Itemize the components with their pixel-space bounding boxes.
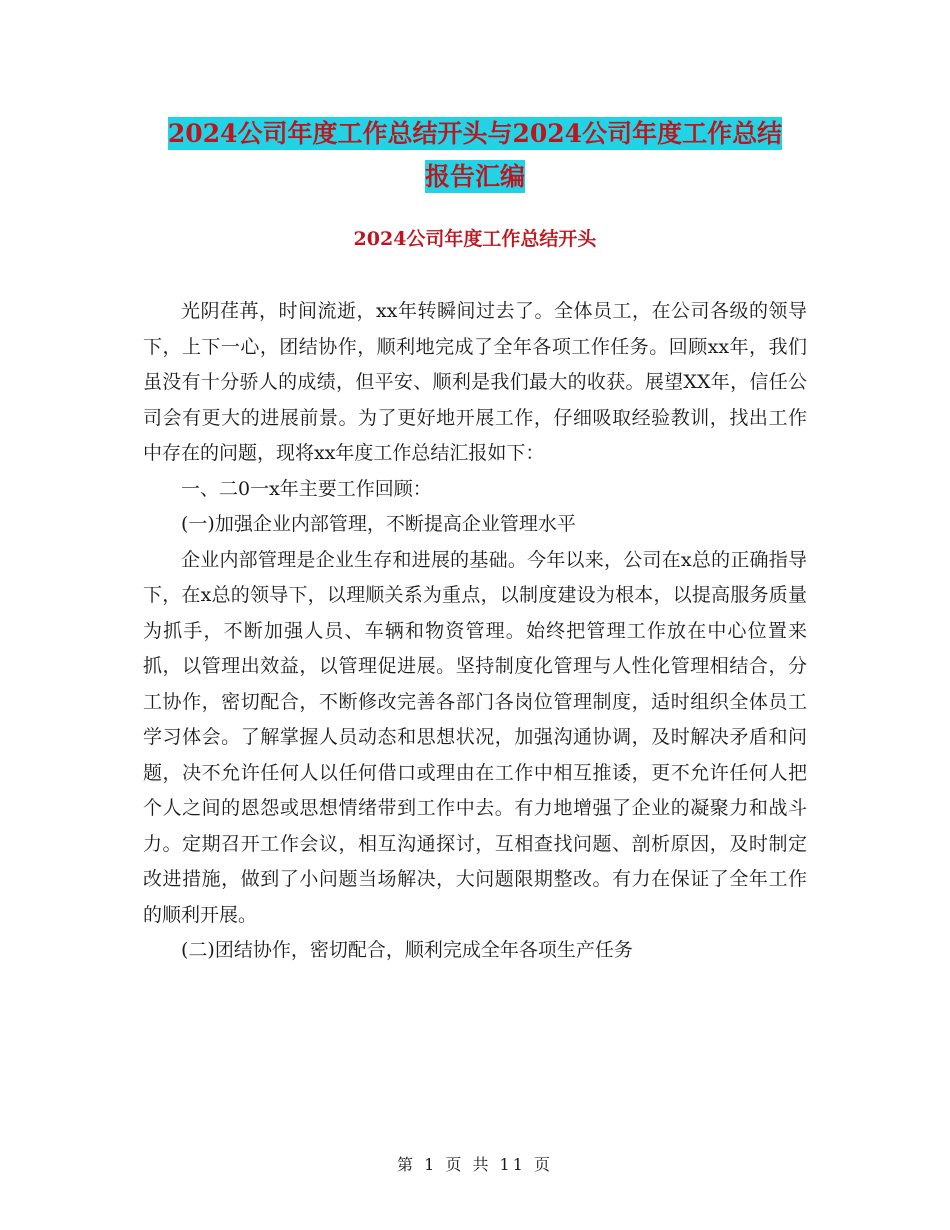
document-title — [100, 112, 850, 198]
document-title-line2: 报告汇编 — [424, 162, 525, 191]
paragraph-subheading-cooperation: (二)团结协作，密切配合，顺利完成全年各项生产任务 — [181, 939, 633, 961]
document-body — [143, 294, 807, 969]
document-title-line1: 2024公司年度工作总结开头与2024公司年度工作总结 — [167, 119, 783, 148]
page-number-footer: 第 1 页 共 11 页 — [397, 1155, 553, 1174]
paragraph-management-body: 企业内部管理是企业生存和进展的基础。今年以来，公司在x总的正确指导下，在x总的领导下，以理顺关系为重点，以制度建设为根本，以提高服务质量为抓手，不断加强人员、车辆和物资管理。始终把管理工作放在中心位置来抓，以管理出效益，以管理促进展。坚持制度化管理与人性化管理相结合，分工协作，密切配合，不断修改完善各部门各岗位管理制度，适时组织全体员工学习体会。了解掌握人员动态和思想状况，加强沟通协调，及时解决矛盾和问题，决不允许任何人以任何借口或理由在工作中相互推诿，更不允许任何人把个人之间的恩怨或思想情绪带到工作中去。有力地增强了企业的凝聚力和战斗力。定期召开工作会议，相互沟通探讨，互相查找问题、剖析原因，及时制定改进措施，做到了小问题当场解决，大问题限期整改。有力在保证了全年工作的顺利开展。 — [143, 548, 807, 926]
paragraph-intro: 光阴荏苒，时间流逝，xx年转瞬间过去了。全体员工，在公司各级的领导下，上下一心，团结协作，顺利地完成了全年各项工作任务。回顾xx年，我们虽没有十分骄人的成绩，但平安、顺利是我们最大的收获。展望XX年，信任公司会有更大的进展前景。为了更好地开展工作，仔细吸取经验教训，找出工作中存在的问题，现将xx年度工作总结汇报如下： — [143, 300, 807, 464]
paragraph-heading-review: 一、二0一x年主要工作回顾： — [181, 477, 432, 500]
section-title: 2024公司年度工作总结开头 — [353, 228, 597, 250]
paragraph-subheading-management: (一)加强企业内部管理，不断提高企业管理水平 — [181, 513, 576, 535]
